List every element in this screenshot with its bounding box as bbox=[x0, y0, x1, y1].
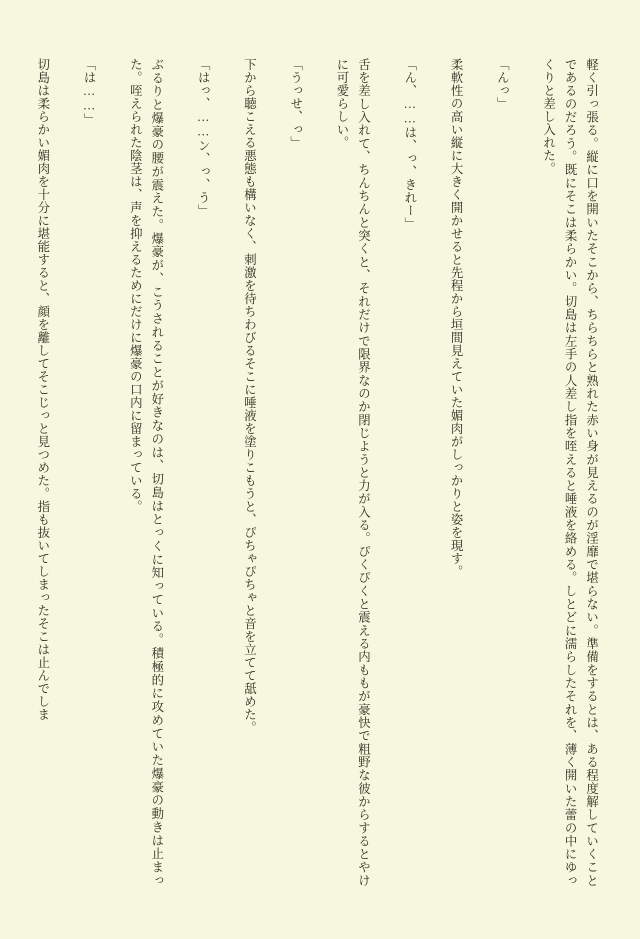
paragraph: 「うっせ、っ」 bbox=[288, 58, 303, 149]
paragraph: 舌を差し入れて、ちんちんと突くと、それだけで限界なのか閉じようと力が入る。ぴくぴくと震える内ももが豪快で粗野な彼からするとやけに可愛らしい。 bbox=[334, 58, 371, 887]
paragraph: 下から聴こえる悪態も構いなく、刺激を待ちわびるそこに唾液を塗りこもうと、ぴちゃぴちゃと音を立てて舐めた。 bbox=[242, 58, 257, 734]
text-block-right bbox=[19, 58, 614, 887]
paragraph: 切島は柔らかい媚肉を十分に堪能すると、顔を離してそこじっと見つめた。指も抜いてしまったそこは止んでしま bbox=[35, 58, 50, 721]
paragraph: 柔軟性の高い縦に大きく開かせると先程から垣間見えていた媚肉がしっかりと姿を現す。 bbox=[449, 58, 464, 578]
paragraph: 「ん、……は、っ、きれー」 bbox=[402, 58, 417, 231]
paragraph: ぶるりと爆豪の腰が震えた。爆豪が、こうされることが好きなのは、切島はとっくに知っている。積極的に攻めていた爆豪の動きは止まった。咥えられた陰茎は、声を抑えるためにだけに爆豪の口内に留まっている。 bbox=[128, 58, 164, 887]
paragraph: 軽く引っ張る。縦に口を開いたそこから、ちらちらと熟れた赤い身が見えるのが淫靡で堪らない。準備をするとは、ある程度解していくことであるのだろう。既にそこは柔らかい。切島は左手の人差し指を咥えると唾液を絡める。しとどに濡らしたそれを、薄く開いた蕾の中にゆっくりと差し入れた。 bbox=[541, 58, 599, 887]
paragraph: 「はっ、……ン、っ、う」 bbox=[196, 58, 211, 218]
paragraph: 「んっ」 bbox=[495, 58, 510, 110]
paragraph: 「は……」 bbox=[82, 58, 97, 127]
page-text-area bbox=[26, 58, 614, 887]
